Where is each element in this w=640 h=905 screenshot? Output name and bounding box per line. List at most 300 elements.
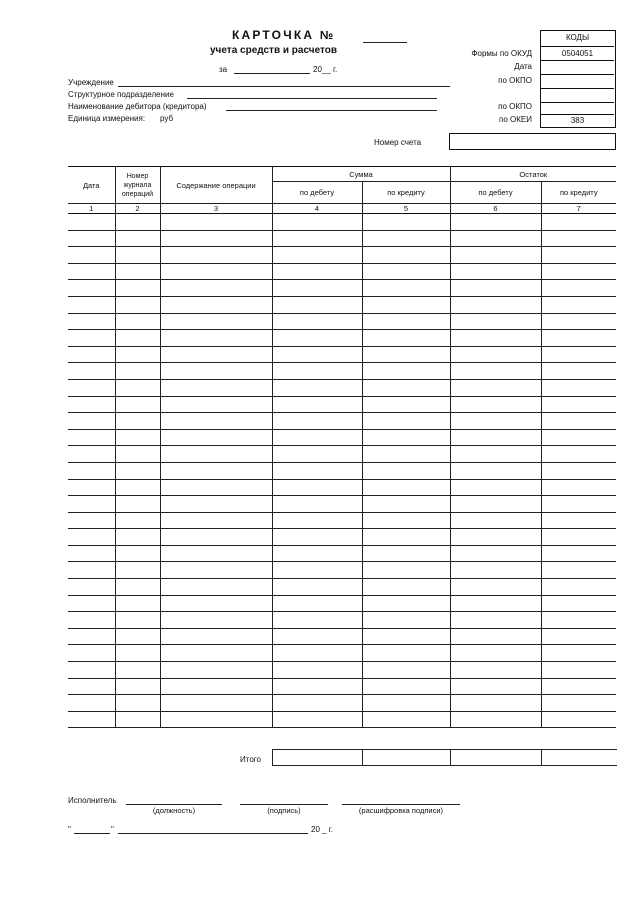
- table-cell[interactable]: [160, 263, 272, 280]
- table-cell[interactable]: [68, 247, 115, 264]
- table-cell[interactable]: [160, 379, 272, 396]
- table-cell[interactable]: [541, 479, 616, 496]
- date-month-line[interactable]: [118, 833, 308, 834]
- table-cell[interactable]: [68, 512, 115, 529]
- table-cell[interactable]: [362, 346, 450, 363]
- table-cell[interactable]: [115, 512, 160, 529]
- table-cell[interactable]: [115, 446, 160, 463]
- table-cell[interactable]: [541, 296, 616, 313]
- table-cell[interactable]: [272, 711, 362, 728]
- table-row: [68, 462, 616, 479]
- table-cell[interactable]: [541, 562, 616, 579]
- table-cell[interactable]: [362, 628, 450, 645]
- period-prefix: за: [219, 65, 228, 74]
- okei-label: по ОКЕИ: [499, 115, 532, 124]
- okud-code[interactable]: 0504051: [541, 46, 614, 60]
- table-cell[interactable]: [541, 429, 616, 446]
- table-cell[interactable]: [541, 529, 616, 546]
- table-cell[interactable]: [272, 247, 362, 264]
- table-row: [68, 645, 616, 662]
- table-cell[interactable]: [362, 595, 450, 612]
- table-row: [68, 313, 616, 330]
- table-cell[interactable]: [115, 529, 160, 546]
- table-cell[interactable]: [450, 346, 541, 363]
- table-row: [68, 579, 616, 596]
- col-date-header: Дата: [68, 167, 115, 204]
- table-cell[interactable]: [450, 379, 541, 396]
- table-cell[interactable]: [362, 413, 450, 430]
- table-cell[interactable]: [272, 413, 362, 430]
- table-cell[interactable]: [115, 462, 160, 479]
- table-cell[interactable]: [68, 396, 115, 413]
- table-cell[interactable]: [450, 612, 541, 629]
- account-label: Номер счета: [374, 138, 422, 147]
- table-cell[interactable]: [272, 396, 362, 413]
- table-cell[interactable]: [160, 446, 272, 463]
- table-cell[interactable]: [68, 296, 115, 313]
- table-cell[interactable]: [160, 413, 272, 430]
- table-cell[interactable]: [450, 462, 541, 479]
- table-cell[interactable]: [160, 612, 272, 629]
- table-cell[interactable]: [450, 662, 541, 679]
- table-cell[interactable]: [160, 396, 272, 413]
- table-cell[interactable]: [541, 313, 616, 330]
- table-cell[interactable]: [272, 446, 362, 463]
- table-cell[interactable]: [541, 379, 616, 396]
- table-cell[interactable]: [115, 429, 160, 446]
- total-sum-credit[interactable]: [363, 750, 451, 766]
- table-cell[interactable]: [160, 579, 272, 596]
- table-cell[interactable]: [68, 363, 115, 380]
- table-cell[interactable]: [541, 446, 616, 463]
- position-line[interactable]: [126, 804, 222, 805]
- table-cell[interactable]: [362, 214, 450, 231]
- table-cell[interactable]: [68, 711, 115, 728]
- table-cell[interactable]: [115, 263, 160, 280]
- table-cell[interactable]: [160, 280, 272, 297]
- table-cell[interactable]: [450, 413, 541, 430]
- table-cell[interactable]: [450, 496, 541, 513]
- table-cell[interactable]: [362, 296, 450, 313]
- table-cell[interactable]: [362, 579, 450, 596]
- table-cell[interactable]: [68, 379, 115, 396]
- table-cell[interactable]: [68, 413, 115, 430]
- table-cell[interactable]: [362, 429, 450, 446]
- table-cell[interactable]: [115, 247, 160, 264]
- table-cell[interactable]: [160, 230, 272, 247]
- table-cell[interactable]: [272, 562, 362, 579]
- table-cell[interactable]: [450, 529, 541, 546]
- table-cell[interactable]: [362, 512, 450, 529]
- table-cell[interactable]: [272, 379, 362, 396]
- table-cell[interactable]: [362, 247, 450, 264]
- table-cell[interactable]: [115, 396, 160, 413]
- account-number-box[interactable]: [449, 133, 616, 150]
- table-cell[interactable]: [68, 313, 115, 330]
- table-cell[interactable]: [115, 363, 160, 380]
- table-cell[interactable]: [450, 711, 541, 728]
- table-cell[interactable]: [160, 496, 272, 513]
- table-cell[interactable]: [541, 230, 616, 247]
- table-row: [68, 413, 616, 430]
- position-caption: (должность): [152, 806, 196, 815]
- table-cell[interactable]: [115, 695, 160, 712]
- table-row: [68, 346, 616, 363]
- table-cell[interactable]: [272, 280, 362, 297]
- table-cell[interactable]: [160, 678, 272, 695]
- table-cell[interactable]: [450, 214, 541, 231]
- table-cell[interactable]: [68, 346, 115, 363]
- institution-line[interactable]: [118, 86, 450, 87]
- table-cell[interactable]: [115, 379, 160, 396]
- table-cell[interactable]: [272, 662, 362, 679]
- table-cell[interactable]: [541, 496, 616, 513]
- table-cell[interactable]: [160, 296, 272, 313]
- table-cell[interactable]: [450, 429, 541, 446]
- table-cell[interactable]: [68, 662, 115, 679]
- table-cell[interactable]: [450, 545, 541, 562]
- table-cell[interactable]: [541, 330, 616, 347]
- table-row: [68, 512, 616, 529]
- table-cell[interactable]: [272, 363, 362, 380]
- table-cell[interactable]: [272, 612, 362, 629]
- table-cell[interactable]: [450, 695, 541, 712]
- table-cell[interactable]: [362, 363, 450, 380]
- table-row: [68, 214, 616, 231]
- date-year: 20 _ г.: [311, 825, 333, 834]
- table-cell[interactable]: [272, 678, 362, 695]
- okpo-code-2[interactable]: [541, 102, 614, 114]
- table-cell[interactable]: [450, 678, 541, 695]
- table-cell[interactable]: [450, 579, 541, 596]
- table-cell[interactable]: [541, 628, 616, 645]
- table-cell[interactable]: [68, 595, 115, 612]
- date-code[interactable]: [541, 60, 614, 74]
- table-cell[interactable]: [541, 695, 616, 712]
- table-cell[interactable]: [115, 645, 160, 662]
- table-row: [68, 280, 616, 297]
- table-cell[interactable]: [160, 529, 272, 546]
- table-cell[interactable]: [68, 579, 115, 596]
- table-cell[interactable]: [450, 313, 541, 330]
- table-cell[interactable]: [160, 313, 272, 330]
- table-cell[interactable]: [160, 562, 272, 579]
- table-row: [68, 529, 616, 546]
- table-cell[interactable]: [68, 645, 115, 662]
- table-cell[interactable]: [541, 396, 616, 413]
- col-number-5: 5: [362, 204, 450, 214]
- table-cell[interactable]: [272, 230, 362, 247]
- table-cell[interactable]: [115, 579, 160, 596]
- table-cell[interactable]: [160, 330, 272, 347]
- table-row: [68, 429, 616, 446]
- table-row: [68, 396, 616, 413]
- table-cell[interactable]: [450, 645, 541, 662]
- table-cell[interactable]: [362, 479, 450, 496]
- table-cell[interactable]: [160, 628, 272, 645]
- table-cell[interactable]: [450, 396, 541, 413]
- table-row: [68, 711, 616, 728]
- signature-line[interactable]: [240, 804, 328, 805]
- table-cell[interactable]: [362, 313, 450, 330]
- table-cell[interactable]: [272, 579, 362, 596]
- table-cell[interactable]: [272, 429, 362, 446]
- table-row: [68, 230, 616, 247]
- total-balance-credit[interactable]: [542, 750, 617, 766]
- unit-value: руб: [160, 114, 174, 123]
- table-cell[interactable]: [362, 645, 450, 662]
- table-cell[interactable]: [541, 280, 616, 297]
- col-number-2: 2: [115, 204, 160, 214]
- col-number-3: 3: [160, 204, 272, 214]
- table-cell[interactable]: [362, 263, 450, 280]
- table-cell[interactable]: [160, 479, 272, 496]
- table-cell[interactable]: [68, 446, 115, 463]
- table-cell[interactable]: [160, 695, 272, 712]
- table-cell[interactable]: [272, 496, 362, 513]
- table-cell[interactable]: [541, 263, 616, 280]
- table-cell[interactable]: [362, 396, 450, 413]
- table-row: [68, 296, 616, 313]
- table-cell[interactable]: [68, 479, 115, 496]
- table-cell[interactable]: [541, 711, 616, 728]
- table-cell[interactable]: [541, 645, 616, 662]
- table-cell[interactable]: [68, 612, 115, 629]
- debtor-line[interactable]: [226, 110, 437, 111]
- table-cell[interactable]: [541, 363, 616, 380]
- table-cell[interactable]: [115, 562, 160, 579]
- executor-label: Исполнитель: [68, 796, 117, 805]
- table-cell[interactable]: [450, 479, 541, 496]
- table-cell[interactable]: [115, 678, 160, 695]
- table-cell[interactable]: [68, 695, 115, 712]
- table-cell[interactable]: [362, 695, 450, 712]
- col-number-1: 1: [68, 204, 115, 214]
- table-cell[interactable]: [115, 280, 160, 297]
- table-cell[interactable]: [362, 545, 450, 562]
- table-cell[interactable]: [68, 496, 115, 513]
- table-cell[interactable]: [68, 429, 115, 446]
- okei-code[interactable]: 383: [541, 114, 614, 127]
- decoding-line[interactable]: [342, 804, 460, 805]
- table-cell[interactable]: [272, 313, 362, 330]
- signature-caption: (подпись): [267, 806, 301, 815]
- table-row: [68, 628, 616, 645]
- okud-label: Формы по ОКУД: [471, 49, 532, 58]
- table-row: [68, 612, 616, 629]
- table-cell[interactable]: [362, 612, 450, 629]
- table-cell[interactable]: [115, 313, 160, 330]
- col-number-7: 7: [541, 204, 616, 214]
- table-cell[interactable]: [68, 678, 115, 695]
- table-cell[interactable]: [272, 645, 362, 662]
- okpo-code-1[interactable]: [541, 74, 614, 88]
- table-cell[interactable]: [541, 545, 616, 562]
- table-cell[interactable]: [68, 562, 115, 579]
- table-cell[interactable]: [68, 263, 115, 280]
- total-sum-debit[interactable]: [273, 750, 363, 766]
- table-cell[interactable]: [68, 529, 115, 546]
- table-cell[interactable]: [160, 711, 272, 728]
- subdivision-label: Структурное подразделение: [68, 90, 174, 99]
- table-cell[interactable]: [68, 545, 115, 562]
- group-sum-header: Сумма: [272, 167, 450, 182]
- okpo-label-2: по ОКПО: [498, 102, 532, 111]
- table-cell[interactable]: [68, 628, 115, 645]
- table-cell[interactable]: [115, 230, 160, 247]
- table-cell[interactable]: [362, 662, 450, 679]
- table-row: [68, 562, 616, 579]
- table-cell[interactable]: [272, 545, 362, 562]
- table-cell[interactable]: [160, 545, 272, 562]
- table-cell[interactable]: [160, 462, 272, 479]
- okpo-label-1: по ОКПО: [498, 76, 532, 85]
- subdivision-line[interactable]: [187, 98, 437, 99]
- table-cell[interactable]: [272, 214, 362, 231]
- table-cell[interactable]: [541, 612, 616, 629]
- table-row: [68, 695, 616, 712]
- ledger-table: [68, 166, 616, 728]
- period-line[interactable]: [234, 73, 310, 74]
- table-cell[interactable]: [115, 296, 160, 313]
- balance-credit-header: по кредиту: [541, 182, 616, 204]
- table-cell[interactable]: [450, 230, 541, 247]
- table-cell[interactable]: [362, 462, 450, 479]
- table-cell[interactable]: [160, 429, 272, 446]
- table-cell[interactable]: [68, 462, 115, 479]
- table-cell[interactable]: [115, 479, 160, 496]
- table-cell[interactable]: [450, 330, 541, 347]
- extra-code[interactable]: [541, 88, 614, 102]
- table-cell[interactable]: [68, 214, 115, 231]
- table-row: [68, 595, 616, 612]
- total-label: Итого: [240, 755, 261, 764]
- table-cell[interactable]: [272, 346, 362, 363]
- table-row: [68, 446, 616, 463]
- table-cell[interactable]: [362, 562, 450, 579]
- table-cell[interactable]: [68, 330, 115, 347]
- table-cell[interactable]: [272, 479, 362, 496]
- table-row: [68, 330, 616, 347]
- table-cell[interactable]: [541, 462, 616, 479]
- table-cell[interactable]: [160, 214, 272, 231]
- table-cell[interactable]: [272, 296, 362, 313]
- table-cell[interactable]: [362, 230, 450, 247]
- table-cell[interactable]: [272, 512, 362, 529]
- table-cell[interactable]: [115, 496, 160, 513]
- table-cell[interactable]: [115, 346, 160, 363]
- table-row: [68, 545, 616, 562]
- col-journal-header: Номер журнала операций: [115, 167, 160, 204]
- table-row: [68, 263, 616, 280]
- table-cell[interactable]: [450, 446, 541, 463]
- table-cell[interactable]: [115, 628, 160, 645]
- table-cell[interactable]: [362, 529, 450, 546]
- table-cell[interactable]: [450, 280, 541, 297]
- table-cell[interactable]: [362, 711, 450, 728]
- table-cell[interactable]: [115, 662, 160, 679]
- table-row: [68, 662, 616, 679]
- table-cell[interactable]: [160, 247, 272, 264]
- table-cell[interactable]: [272, 695, 362, 712]
- table-cell[interactable]: [272, 628, 362, 645]
- table-cell[interactable]: [541, 595, 616, 612]
- table-cell[interactable]: [160, 662, 272, 679]
- table-cell[interactable]: [450, 562, 541, 579]
- total-balance-debit[interactable]: [451, 750, 542, 766]
- table-cell[interactable]: [541, 662, 616, 679]
- table-cell[interactable]: [362, 280, 450, 297]
- table-cell[interactable]: [272, 263, 362, 280]
- table-cell[interactable]: [272, 330, 362, 347]
- table-cell[interactable]: [541, 579, 616, 596]
- unit-label: Единица измерения:: [68, 114, 146, 123]
- table-cell[interactable]: [541, 247, 616, 264]
- table-cell[interactable]: [362, 496, 450, 513]
- table-cell[interactable]: [362, 379, 450, 396]
- table-cell[interactable]: [362, 330, 450, 347]
- sum-debit-header: по дебету: [272, 182, 362, 204]
- table-cell[interactable]: [450, 263, 541, 280]
- table-cell[interactable]: [160, 512, 272, 529]
- table-cell[interactable]: [541, 512, 616, 529]
- col-content-header: Содержание операции: [160, 167, 272, 204]
- table-cell[interactable]: [362, 678, 450, 695]
- table-cell[interactable]: [160, 346, 272, 363]
- table-cell[interactable]: [450, 363, 541, 380]
- table-cell[interactable]: [115, 413, 160, 430]
- table-cell[interactable]: [115, 214, 160, 231]
- table-cell[interactable]: [450, 247, 541, 264]
- table-cell[interactable]: [115, 545, 160, 562]
- table-cell[interactable]: [541, 413, 616, 430]
- group-balance-header: Остаток: [450, 167, 616, 182]
- decoding-caption: (расшифровка подписи): [358, 806, 444, 815]
- table-cell[interactable]: [68, 280, 115, 297]
- card-number-line[interactable]: [363, 42, 407, 43]
- table-cell[interactable]: [272, 595, 362, 612]
- table-cell[interactable]: [450, 512, 541, 529]
- date-day-line[interactable]: [74, 833, 110, 834]
- table-cell[interactable]: [160, 363, 272, 380]
- table-cell[interactable]: [272, 529, 362, 546]
- table-cell[interactable]: [115, 595, 160, 612]
- table-cell[interactable]: [541, 214, 616, 231]
- table-row: [68, 247, 616, 264]
- table-cell[interactable]: [272, 462, 362, 479]
- institution-label: Учреждение: [68, 78, 114, 87]
- column-number-row: [68, 204, 616, 214]
- table-cell[interactable]: [115, 612, 160, 629]
- card-subtitle: учета средств и расчетов: [210, 45, 338, 56]
- col-number-6: 6: [450, 204, 541, 214]
- table-cell[interactable]: [541, 678, 616, 695]
- col-number-4: 4: [272, 204, 362, 214]
- table-row: [68, 479, 616, 496]
- table-cell[interactable]: [115, 711, 160, 728]
- table-cell[interactable]: [450, 595, 541, 612]
- period-year: 20__ г.: [313, 65, 338, 74]
- table-cell[interactable]: [450, 296, 541, 313]
- table-cell[interactable]: [68, 230, 115, 247]
- table-cell[interactable]: [362, 446, 450, 463]
- date-quote-open: ": [68, 825, 71, 834]
- table-cell[interactable]: [160, 595, 272, 612]
- table-cell[interactable]: [450, 628, 541, 645]
- table-cell[interactable]: [160, 645, 272, 662]
- table-cell[interactable]: [115, 330, 160, 347]
- table-cell[interactable]: [541, 346, 616, 363]
